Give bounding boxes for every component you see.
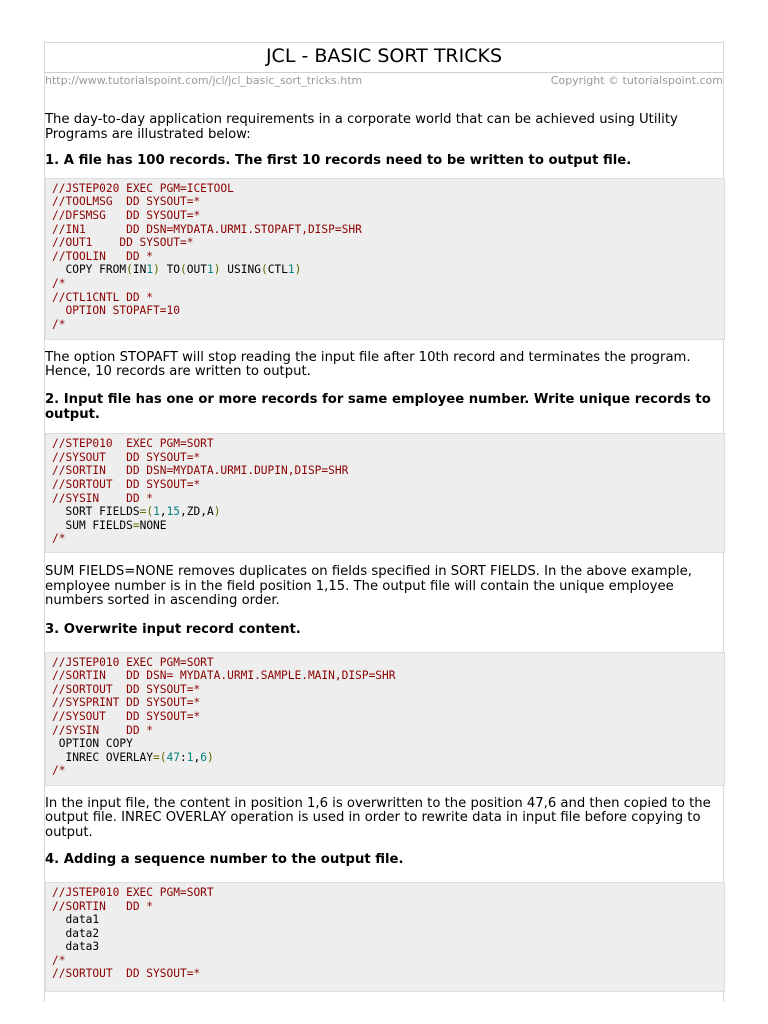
code-line: //TOOLMSG DD SYSOUT=* (52, 195, 201, 209)
document-page (44, 42, 724, 1002)
section-1-description: The option STOPAFT will stop reading the input file after 10th record and terminates the program. Hence, 10 records are written to output. (45, 349, 691, 380)
code-line: //SYSPRINT DD SYSOUT=* (52, 696, 201, 710)
code-line: /* (52, 953, 66, 967)
section-4-heading: 4. Adding a sequence number to the output file. (45, 852, 404, 868)
code-line: //JSTEP020 EXEC PGM=ICETOOL (52, 181, 234, 195)
code-line: //STEP010 EXEC PGM=SORT (52, 437, 214, 451)
code-line: /* (52, 532, 66, 546)
source-url[interactable]: http://www.tutorialspoint.com/jcl/jcl_basic_sort_tricks.htm (45, 74, 363, 87)
section-4-code-block (45, 882, 725, 992)
article-body (45, 113, 725, 992)
code-line: //SORTOUT DD SYSOUT=* (52, 682, 201, 696)
section-2-description: SUM FIELDS=NONE removes duplicates on fields specified in SORT FIELDS. In the above example, employee number is in the field position 1,15. The output file will contain the unique employee numbers sorted in ascending order. (45, 564, 692, 609)
section-1-heading: 1. A file has 100 records. The first 10 records need to be written to output file. (45, 153, 632, 169)
code-line: SUM FIELDS=NONE (52, 518, 167, 532)
copyright-notice: Copyright © tutorialspoint.com (550, 74, 723, 87)
code-line: //JSTEP010 EXEC PGM=SORT (52, 655, 214, 669)
section-3-description: In the input file, the content in position 1,6 is overwritten to the position 47,6 and then copied to the output file. INREC OVERLAY operation is used in order to rewrite data in input file before copying to output. (45, 795, 711, 840)
section-1-code-block (45, 178, 725, 340)
code-line: //DFSMSG DD SYSOUT=* (52, 208, 201, 222)
code-line: //SYSIN DD * (52, 491, 154, 505)
code-line: INREC OVERLAY=(47:1,6) (52, 750, 214, 764)
code-line: OPTION COPY (52, 737, 133, 751)
code-line: //TOOLIN DD * (52, 249, 154, 263)
code-line: //SORTIN DD DSN=MYDATA.URMI.DUPIN,DISP=SHR (52, 464, 349, 478)
code-line: //SYSOUT DD SYSOUT=* (52, 450, 201, 464)
intro-paragraph: The day-to-day application requirements in a corporate world that can be achieved using Utility Programs are illustrated below: (45, 112, 678, 142)
section-2-heading: 2. Input file has one or more records for same employee number. Write unique records to output. (45, 391, 711, 422)
code-line: OPTION STOPAFT=10 (52, 304, 180, 318)
code-line: //SYSOUT DD SYSOUT=* (52, 709, 201, 723)
code-line: //OUT1 DD SYSOUT=* (52, 236, 194, 250)
code-line: //SORTOUT DD SYSOUT=* (52, 477, 201, 491)
code-line: //IN1 DD DSN=MYDATA.URMI.STOPAFT,DISP=SHR (52, 222, 362, 236)
code-line: //SORTOUT DD SYSOUT=* (52, 967, 201, 981)
code-line: //SORTIN DD DSN= MYDATA.URMI.SAMPLE.MAIN,DISP=SHR (52, 669, 396, 683)
code-line: SORT FIELDS=(1,15,ZD,A) (52, 505, 221, 519)
code-line: //JSTEP010 EXEC PGM=SORT (52, 885, 214, 899)
code-line: data2 (52, 926, 100, 940)
code-line: //SORTIN DD * (52, 899, 154, 913)
code-line: data3 (52, 940, 100, 954)
section-3-code-block (45, 652, 725, 786)
code-line: /* (52, 276, 66, 290)
code-line: /* (52, 764, 66, 778)
code-line: //CTL1CNTL DD * (52, 290, 154, 304)
code-line: COPY FROM(IN1) TO(OUT1) USING(CTL1) (52, 263, 302, 277)
code-line: //SYSIN DD * (52, 723, 154, 737)
page-title: JCL - BASIC SORT TRICKS (45, 43, 723, 73)
code-line: data1 (52, 913, 100, 927)
section-3-heading: 3. Overwrite input record content. (45, 621, 301, 637)
code-line: /* (52, 317, 66, 331)
section-2-code-block (45, 433, 725, 553)
